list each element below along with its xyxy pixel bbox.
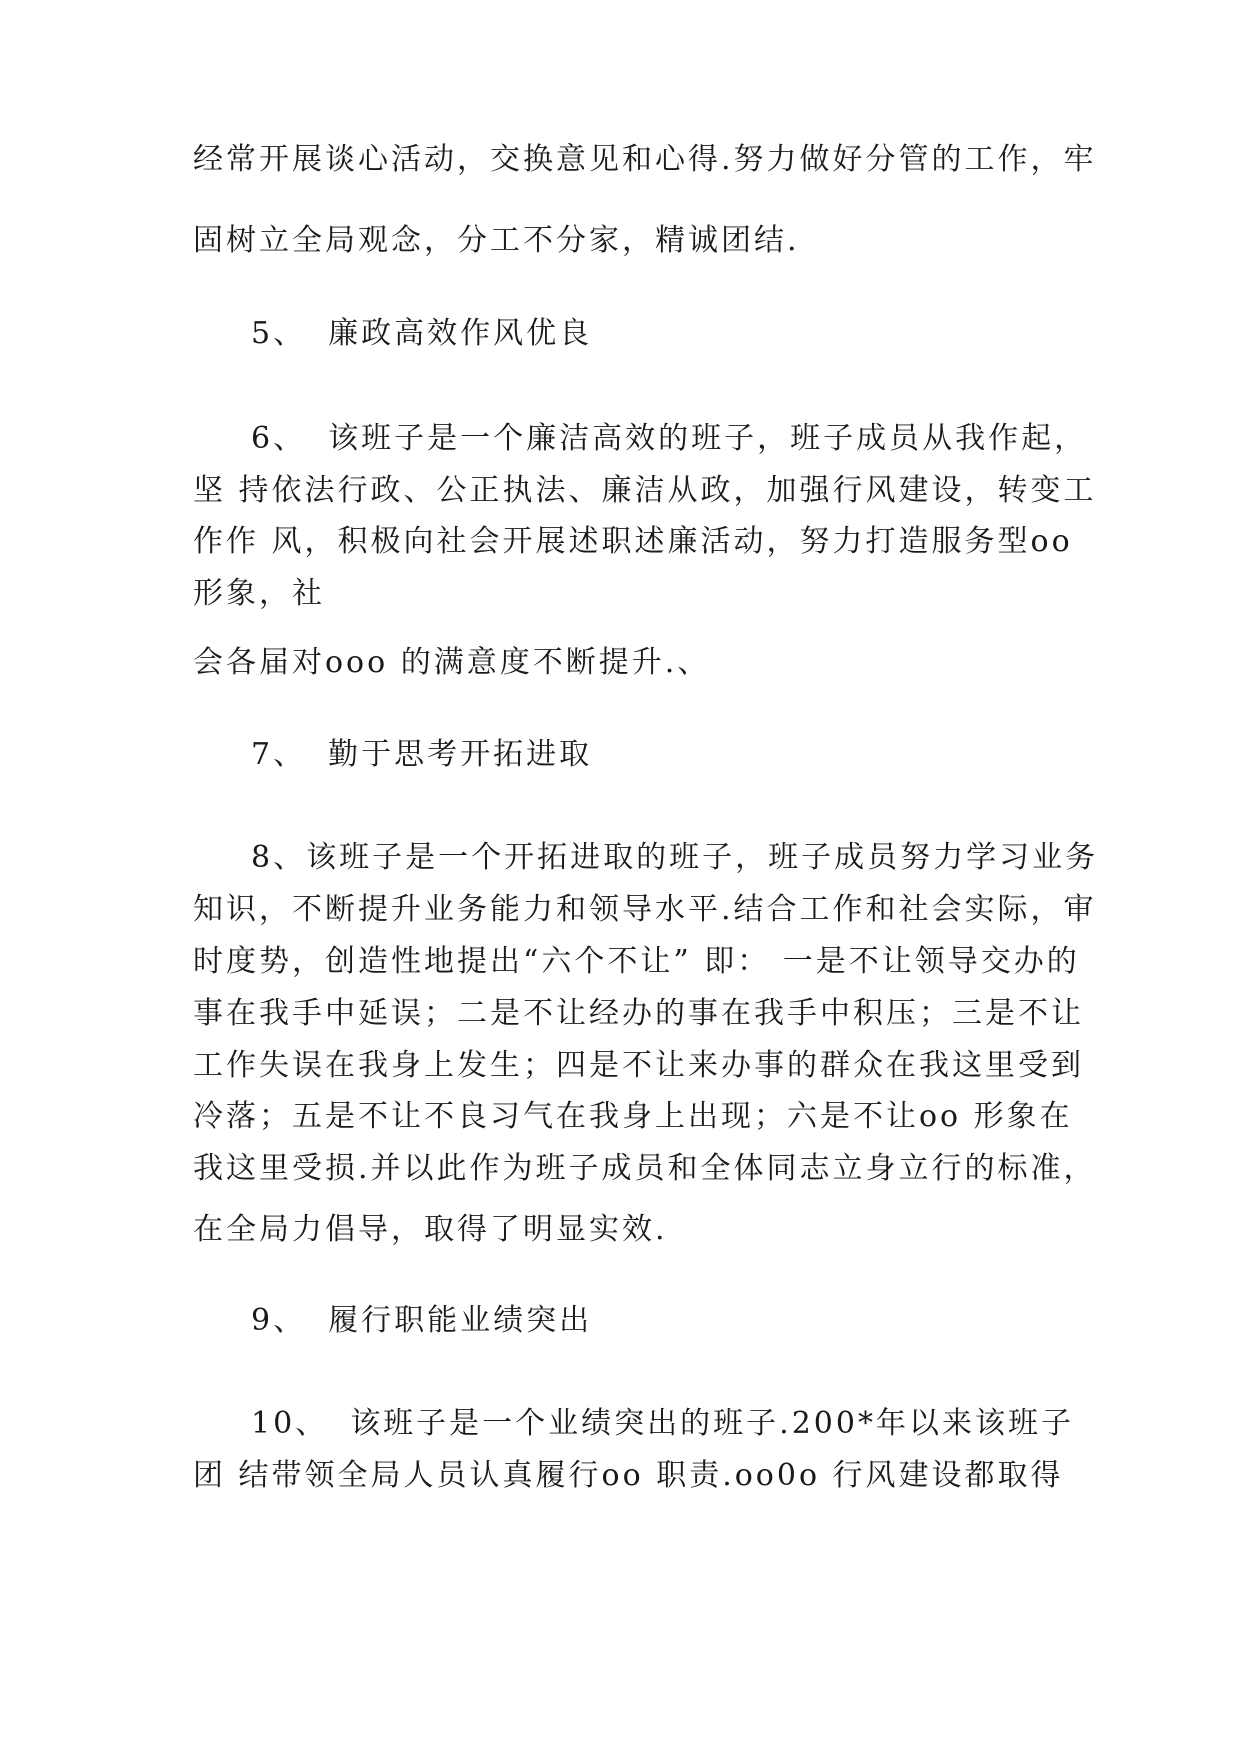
paragraph-line: 会各届对ooo 的满意度不断提升.、	[193, 645, 711, 680]
paragraph-line: 事在我手中延误；二是不让经办的事在我手中积压；三是不让	[193, 996, 1084, 1031]
paragraph-line: 知识，不断提升业务能力和领导水平.结合工作和社会实际，审	[193, 892, 1097, 927]
section-heading-9	[251, 1301, 592, 1341]
paragraph-number: 6、	[251, 421, 307, 456]
paragraph-line: 我这里受损.并以此作为班子成员和全体同志立身立行的标准，	[193, 1151, 1097, 1186]
section-title: 勤于思考开拓进取	[328, 737, 593, 772]
paragraph-line: 团 结带领全局人员认真履行oo 职责.oo0o 行风建设都取得	[193, 1458, 1064, 1493]
section-number: 7、	[251, 737, 307, 772]
paragraph-number: 10、	[251, 1406, 329, 1441]
paragraph-line: 工作失误在我身上发生；四是不让来办事的群众在我这里受到	[193, 1048, 1084, 1083]
paragraph-line: 8、该班子是一个开拓进取的班子，班子成员努力学习业务	[251, 840, 1099, 875]
paragraph-line: 经常开展谈心活动，交换意见和心得.努力做好分管的工作，牢	[193, 142, 1097, 177]
paragraph-text: 该班子是一个业绩突出的班子.200*年以来该班子	[350, 1406, 1074, 1441]
paragraph-line: 在全局力倡导，取得了明显实效.	[193, 1212, 668, 1247]
paragraph-line-numbered	[251, 419, 1087, 459]
paragraph-line-numbered	[251, 1404, 1074, 1444]
section-title: 廉政高效作风优良	[328, 316, 593, 351]
paragraph-line: 坚 持依法行政、公正执法、廉洁从政，加强行风建设，转变工	[193, 473, 1097, 508]
section-number: 9、	[251, 1303, 307, 1338]
paragraph-line: 固树立全局观念，分工不分家，精诚团结.	[193, 223, 800, 258]
section-heading-7	[251, 735, 592, 775]
section-number: 5、	[251, 316, 307, 351]
paragraph-line: 作作 风，积极向社会开展述职述廉活动，努力打造服务型oo	[193, 524, 1073, 559]
paragraph-line: 冷落；五是不让不良习气在我身上出现；六是不让oo 形象在	[193, 1099, 1073, 1134]
section-title: 履行职能业绩突出	[328, 1303, 593, 1338]
paragraph-line: 时度势，创造性地提出“六个不让” 即： 一是不让领导交办的	[193, 944, 1080, 979]
paragraph-line: 形象，社	[193, 576, 325, 611]
paragraph-text: 该班子是一个廉洁高效的班子，班子成员从我作起，	[328, 421, 1088, 456]
section-heading-5	[251, 314, 592, 354]
